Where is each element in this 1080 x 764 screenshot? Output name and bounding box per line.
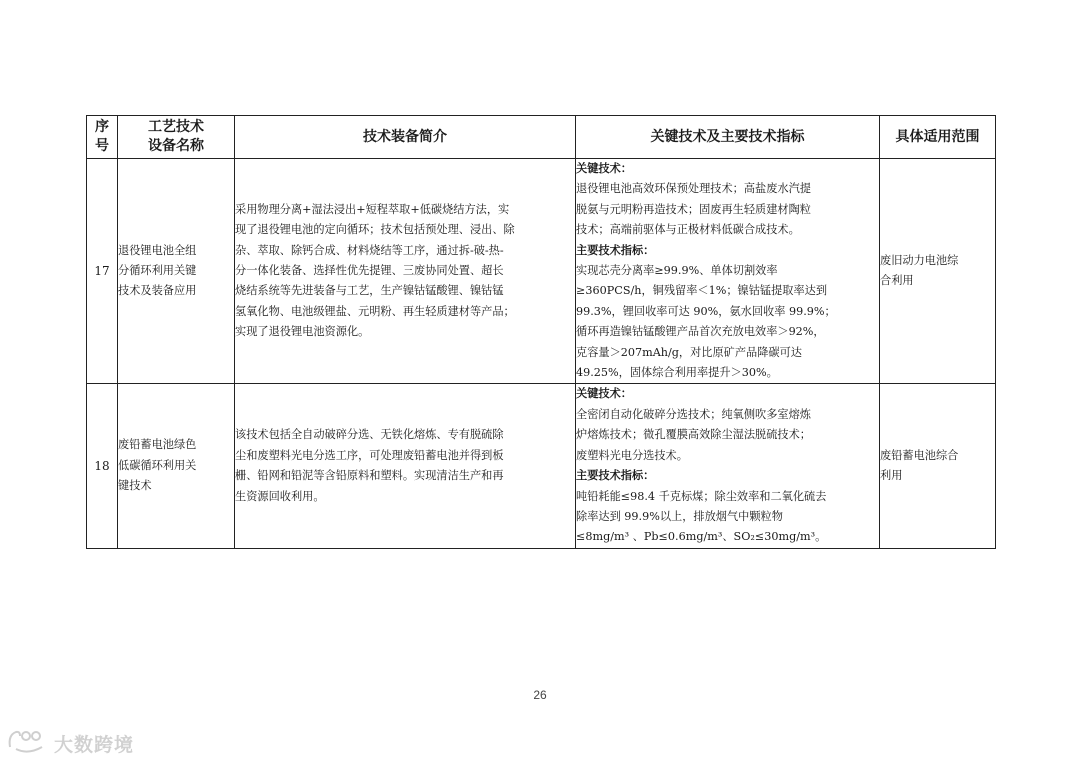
row-name: [118, 384, 235, 548]
intro-line: 生资源回收利用。: [235, 489, 325, 503]
scope-line: 废旧动力电池综: [880, 253, 959, 267]
key-tech-line: 炉熔炼技术；微孔覆膜高效除尘湿法脱硫技术；: [576, 428, 811, 442]
header-name: [118, 116, 235, 159]
intro-line: 分一体化装备、选择性优先提锂、三废协同处置、超长: [235, 264, 504, 278]
intro-line: 现了退役锂电池的定向循环；技术包括预处理、浸出、除: [235, 223, 515, 237]
header-scope: 具体适用范围: [880, 116, 996, 159]
row-scope: [880, 159, 996, 384]
name-line: 退役锂电池全组: [118, 243, 197, 257]
scope-line: 利用: [880, 469, 903, 483]
header-name-line: 工艺技术: [148, 119, 204, 135]
indicator-line: 实现芯壳分离率≥99.9%、单体切割效率: [576, 264, 778, 278]
row-scope: [880, 384, 996, 548]
page-number: 26: [533, 688, 547, 702]
name-line: 低碳循环利用关: [118, 458, 197, 472]
row-intro: [235, 159, 576, 384]
intro-line: 采用物理分离+湿法浸出+短程萃取+低碳烧结方法，实: [235, 202, 510, 216]
indicators-label: 主要技术指标：: [576, 469, 655, 483]
name-line: 废铅蓄电池绿色: [118, 438, 197, 452]
intro-line: 杂、萃取、除钙合成、材料烧结等工序，通过拆-破-热-: [235, 243, 504, 257]
key-tech-line: 技术；高端前驱体与正极材料低碳合成技术。: [576, 223, 800, 237]
key-tech-label: 关键技术：: [576, 162, 632, 175]
row-key-tech: [576, 384, 880, 548]
brand-logo-icon: [6, 727, 50, 759]
indicator-line: 循环再造镍钴锰酸锂产品首次充放电效率＞92%，: [576, 325, 825, 339]
header-seq-line: 序: [95, 119, 109, 135]
indicator-line: ≥360PCS/h，铜残留率＜1%；镍钴锰提取率达到: [576, 284, 828, 298]
header-key: 关键技术及主要技术指标: [576, 116, 880, 159]
indicator-line: 49.25%，固体综合利用率提升＞30%。: [576, 366, 778, 380]
intro-line: 氢氧化物、电池级锂盐、元明粉、再生轻质建材等产品；: [235, 304, 515, 318]
intro-line: 栅、铅网和铅泥等含铅原料和塑料。实现清洁生产和再: [235, 469, 504, 483]
scope-line: 合利用: [880, 274, 914, 288]
row-name: [118, 159, 235, 384]
row-key-tech: [576, 159, 880, 384]
key-tech-line: 退役锂电池高效环保预处理技术；高盐废水汽提: [576, 182, 811, 196]
header-intro: 技术装备简介: [235, 116, 576, 159]
name-line: 分循环利用关键: [118, 264, 197, 278]
row-seq: 17: [87, 159, 118, 384]
indicator-line: 除率达到 99.9%以上，排放烟气中颗粒物: [576, 509, 783, 523]
indicator-line: ≤8mg/m³ 、Pb≤0.6mg/m³、SO₂≤30mg/m³。: [576, 530, 827, 544]
intro-line: 实现了退役锂电池资源化。: [235, 325, 370, 339]
table-row: [87, 159, 996, 384]
watermark: [6, 727, 134, 759]
key-tech-label: 关键技术：: [576, 387, 632, 401]
key-tech-line: 废塑料光电分选技术。: [576, 448, 688, 462]
intro-line: 该技术包括全自动破碎分选、无铁化熔炼、专有脱硫除: [235, 428, 504, 442]
indicator-line: 克容量＞207mAh/g，对比原矿产品降碳可达: [576, 345, 802, 359]
header-seq-line: 号: [95, 138, 109, 154]
row-seq: 18: [87, 384, 118, 548]
indicator-line: 99.3%，锂回收率可达 90%，氨水回收率 99.9%；: [576, 304, 836, 318]
intro-line: 烧结系统等先进装备与工艺，生产镍钴锰酸锂、镍钴锰: [235, 284, 504, 298]
name-line: 键技术: [118, 479, 152, 493]
indicator-line: 吨铅耗能≤98.4 千克标煤；除尘效率和二氧化硫去: [576, 489, 827, 503]
intro-line: 尘和废塑料光电分选工序，可处理废铅蓄电池并得到板: [235, 448, 504, 462]
key-tech-line: 脱氨与元明粉再造技术；固废再生轻质建材陶粒: [576, 202, 811, 216]
technology-table: [86, 115, 996, 549]
header-seq: [87, 116, 118, 159]
header-name-line: 设备名称: [148, 138, 204, 154]
row-intro: [235, 384, 576, 548]
indicators-label: 主要技术指标：: [576, 243, 655, 257]
watermark-text: 大数跨境: [54, 733, 135, 756]
table-row: [87, 384, 996, 548]
name-line: 技术及装备应用: [118, 284, 197, 298]
key-tech-line: 全密闭自动化破碎分选技术；纯氧侧吹多室熔炼: [576, 407, 811, 421]
scope-line: 废铅蓄电池综合: [880, 448, 959, 462]
table-header-row: [87, 116, 996, 159]
